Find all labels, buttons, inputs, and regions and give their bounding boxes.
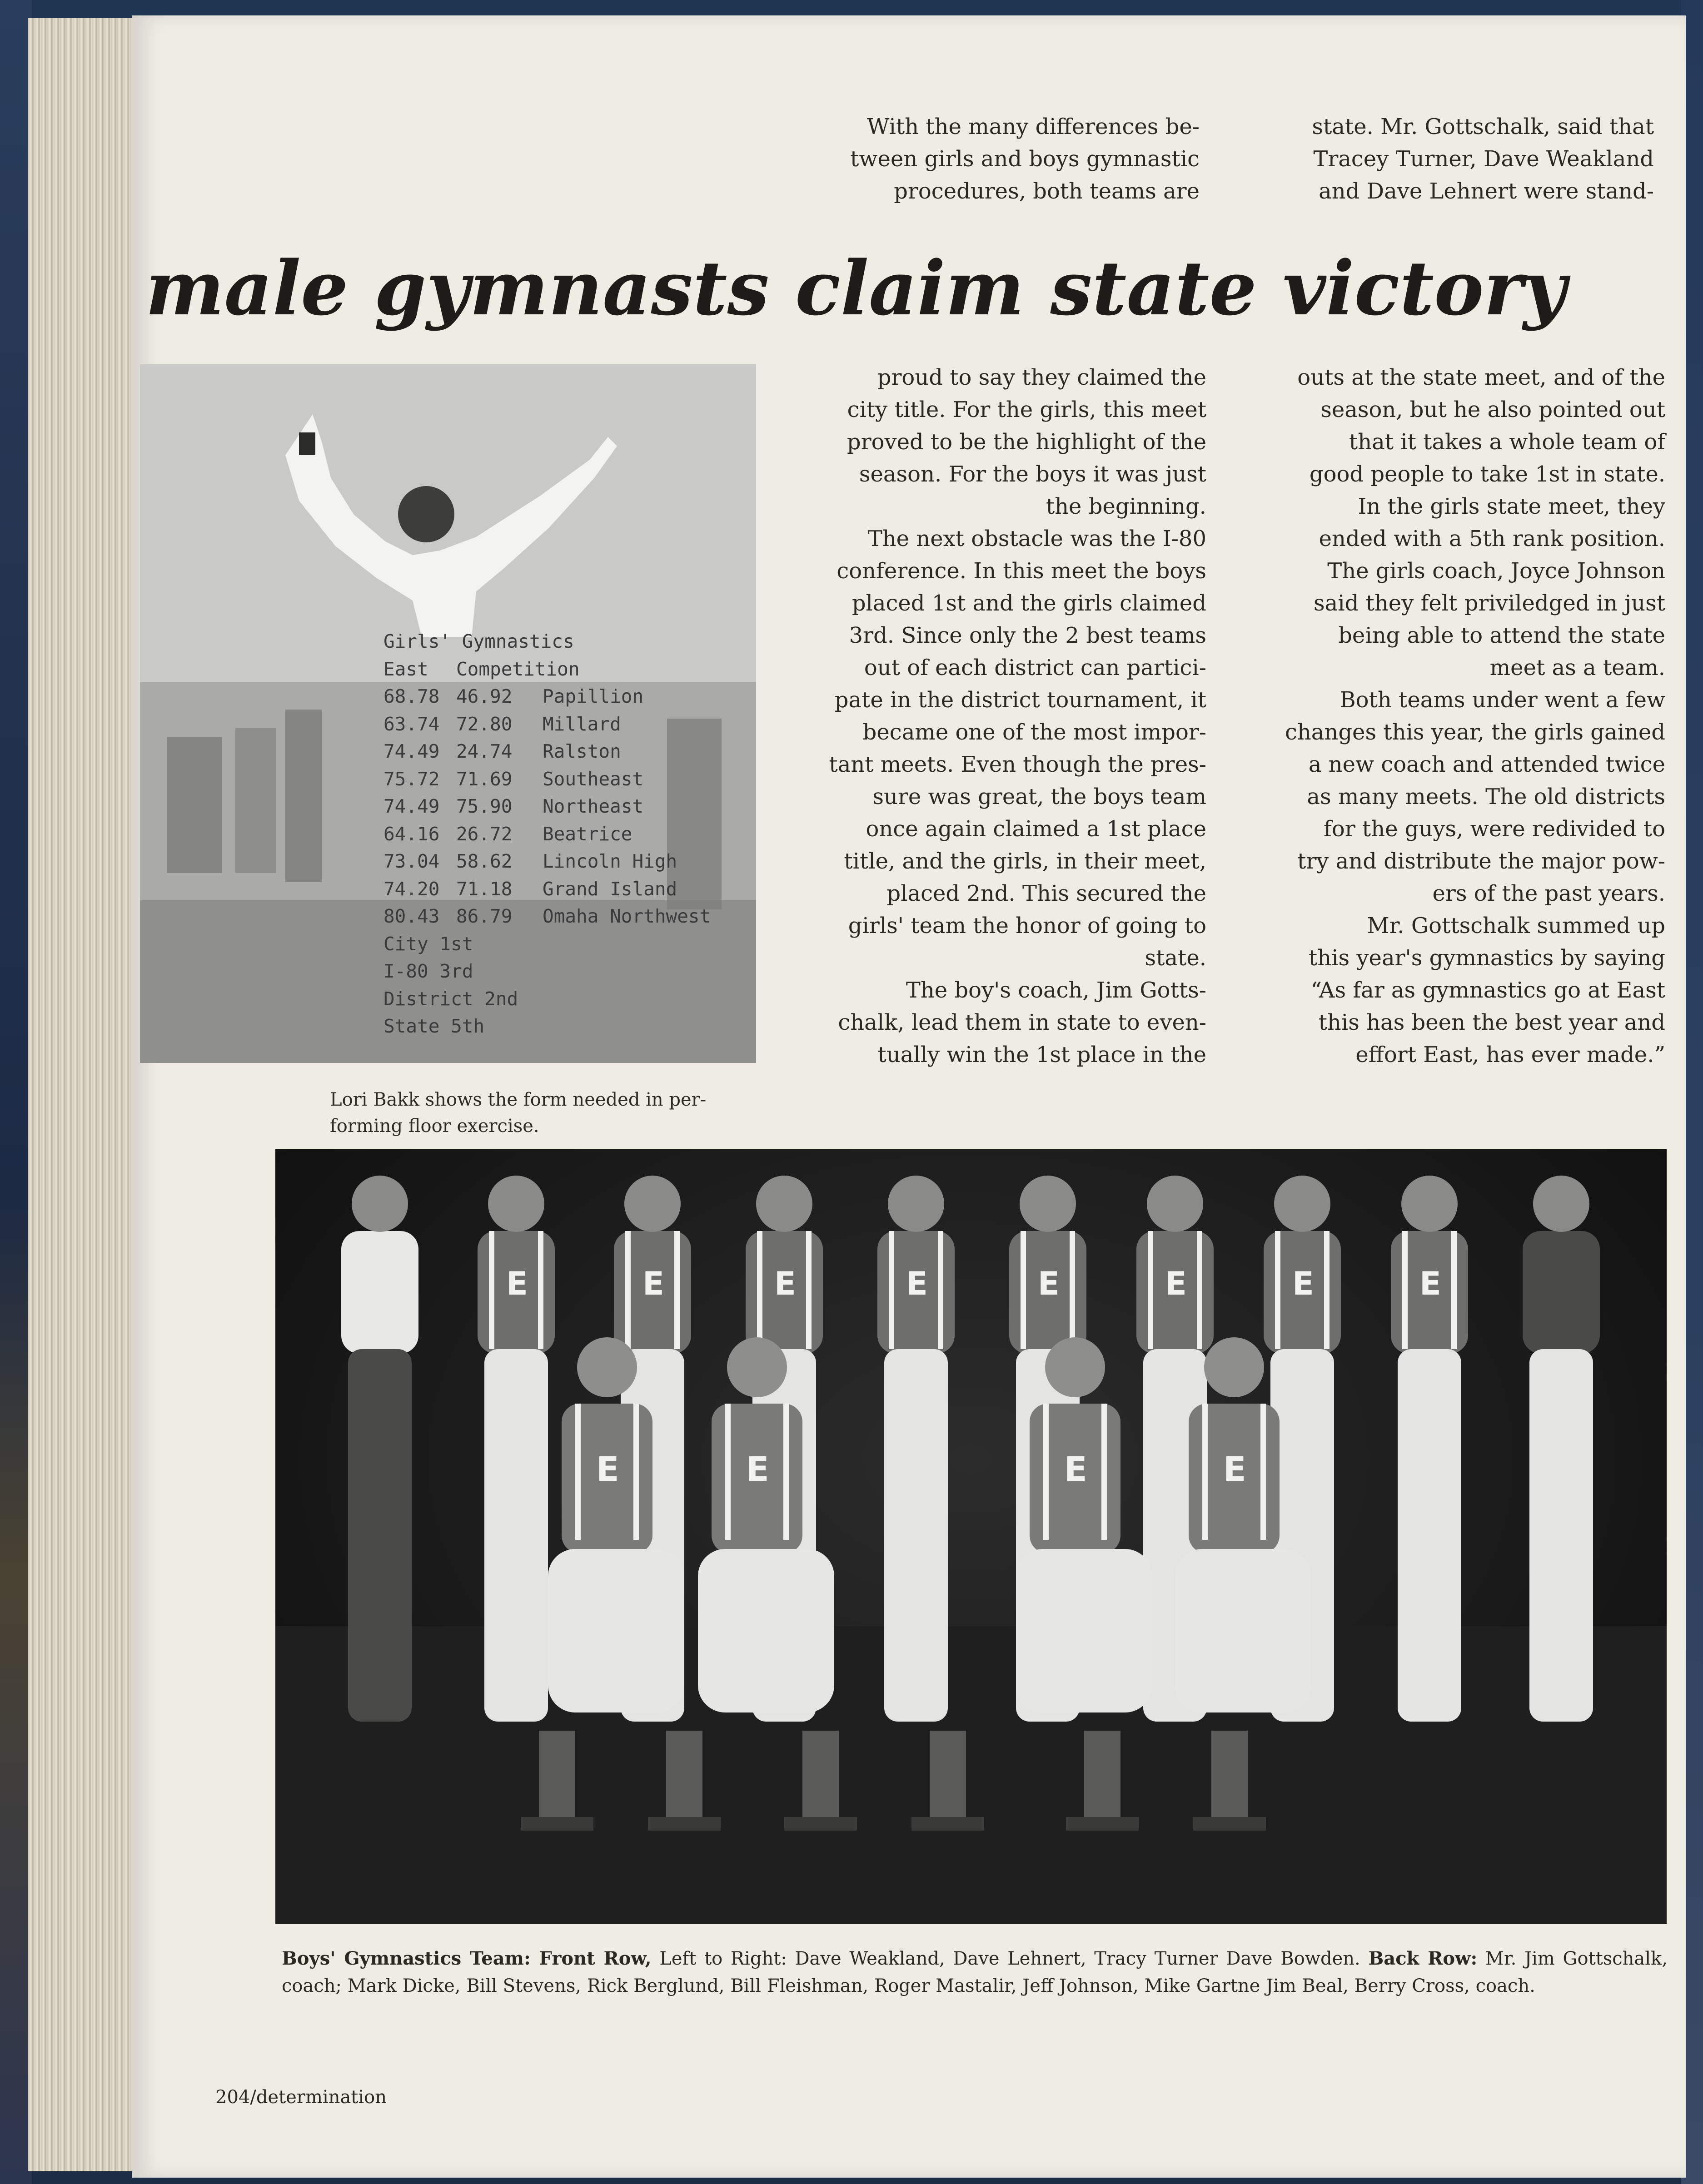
svg-text:E: E [1165,1265,1187,1302]
text-line: changes this year, the girls gained [1285,720,1665,745]
score-opponent: Southeast [543,768,644,790]
text-line: sure was great, the boys team [872,784,1206,809]
score-comp: 24.74 [456,740,513,762]
body-column-2 [1222,362,1665,1071]
svg-text:E: E [1419,1265,1441,1302]
text-line: The next obstacle was the I-80 [867,526,1206,551]
text-line: ended with a 5th rank position. [1319,526,1665,551]
text-line: that it takes a whole team of [1349,429,1665,455]
score-opponent: Millard [543,713,621,735]
photo1-caption: Lori Bakk shows the form needed in per- forming floor exercise. [330,1089,707,1137]
svg-text:E: E [1292,1265,1314,1302]
page-edges [28,18,137,2171]
text-line: outs at the state meet, and of the [1297,365,1665,390]
score-east: 75.72 [383,768,440,790]
scoreboard-title: Girls' Gymnastics [383,630,574,652]
text-line: title, and the girls, in their meet, [844,849,1206,874]
text-line: In the girls state meet, they [1358,494,1665,519]
score-rows [383,683,747,930]
score-row [383,848,747,875]
text-line: state. Mr. Gottschalk, said that [1312,114,1654,139]
text-line: city title. For the girls, this meet [847,397,1206,422]
text-line: good people to take 1st in state. [1309,462,1665,487]
text-line: as many meets. The old districts [1307,784,1665,809]
text-line: season, but he also pointed out [1320,397,1665,422]
svg-text:E: E [746,1450,769,1489]
score-opponent: Omaha Northwest [543,905,711,927]
score-row [383,875,747,903]
text-line: proud to say they claimed the [877,365,1206,390]
placing: District 2nd [383,988,518,1010]
text-line: procedures, both teams are [894,179,1200,204]
boys-gymnastics-team-photo [275,1149,1667,1924]
score-row [383,793,747,820]
score-row [383,710,747,738]
score-comp: 46.92 [456,685,513,707]
text-line: became one of the most impor- [862,720,1206,745]
svg-text:E: E [506,1265,528,1302]
text-line: a new coach and attended twice [1308,752,1665,777]
score-row [383,820,747,848]
score-east: 74.49 [383,740,440,762]
text-line: try and distribute the major pow- [1297,849,1665,874]
text-line: pate in the district tournament, it [834,687,1206,713]
svg-text:E: E [1223,1450,1246,1489]
score-comp: 58.62 [456,850,513,872]
intro-column-1 [754,111,1200,208]
headline: male gymnasts claim state victory [145,244,1567,332]
score-comp: 75.90 [456,795,513,817]
team-photo-caption [282,1945,1668,2000]
text-line: state. [1145,945,1206,971]
text-line: Both teams under went a few [1339,687,1665,713]
back-row-label: Back Row: [1368,1948,1478,1969]
text-line: effort East, has ever made.” [1355,1042,1665,1067]
text-line: being able to attend the state [1338,623,1665,648]
text-line: proved to be the highlight of the [847,429,1206,455]
score-comp: 71.18 [456,878,513,900]
front-row-label: Boys' Gymnastics Team: Front Row, [282,1948,652,1969]
score-opponent: Ralston [543,740,621,762]
text-line: With the many differences be- [867,114,1200,139]
text-line: this year's gymnastics by saying [1308,945,1665,971]
placing: City 1st [383,933,473,955]
score-row [383,738,747,765]
text-line: once again claimed a 1st place [866,816,1206,842]
svg-text:E: E [1064,1450,1087,1489]
body-column-1 [763,362,1206,1071]
score-row [383,903,747,930]
score-row [383,765,747,793]
text-line: tually win the 1st place in the [877,1042,1206,1067]
text-line: tween girls and boys gymnastic [850,146,1200,172]
score-comp: 72.80 [456,713,513,735]
binding-cover-left [0,0,32,2184]
text-line: the beginning. [1046,494,1206,519]
text-line: tant meets. Even though the pres- [829,752,1206,777]
intro-column-2 [1209,111,1654,208]
back-row-names: Mr. Jim Gottschalk, coach; Mark Dicke, Bill Stevens, Rick Berglund, Bill Fleishman, Roger Mastalir, Jeff Johnson, Mike Gartne Jim Beal, Berry Cross, coach. [282,1948,1668,1996]
text-line: said they felt priviledged in just [1314,591,1665,616]
score-opponent: Lincoln High [543,850,677,872]
scoreboard-header [383,655,747,683]
page-folio: 204/determination [215,2087,387,2108]
text-line: ers of the past years. [1432,881,1665,906]
gymnast-floor-exercise-photo [140,364,756,1063]
score-east: 80.43 [383,905,440,927]
text-line: season. For the boys it was just [859,462,1206,487]
score-east: 74.20 [383,878,440,900]
score-opponent: Papillion [543,685,644,707]
text-line: The girls coach, Joyce Johnson [1327,558,1665,584]
text-line: 3rd. Since only the 2 best teams [849,623,1206,648]
text-line: this has been the best year and [1318,1010,1665,1035]
text-line: Mr. Gottschalk summed up [1367,913,1665,938]
score-opponent: Beatrice [543,823,632,845]
score-east: 63.74 [383,713,440,735]
score-opponent: Northeast [543,795,644,817]
text-line: “As far as gymnastics go at East [1310,978,1665,1003]
placing: State 5th [383,1015,485,1037]
score-east: 64.16 [383,823,440,845]
text-line: The boy's coach, Jim Gotts- [906,978,1206,1003]
season-placings [383,930,747,1040]
svg-text:E: E [774,1265,796,1302]
text-line: and Dave Lehnert were stand- [1319,179,1654,204]
text-line: for the guys, were redivided to [1324,816,1665,842]
score-comp: 71.69 [456,768,513,790]
svg-text:E: E [642,1265,664,1302]
text-line: girls' team the honor of going to [848,913,1206,938]
svg-text:E: E [906,1265,928,1302]
text-line: placed 2nd. This secured the [886,881,1206,906]
svg-text:E: E [596,1450,619,1489]
text-line: meet as a team. [1489,655,1665,680]
score-east: 68.78 [383,685,440,707]
score-opponent: Grand Island [543,878,677,900]
text-line: chalk, lead them in state to even- [838,1010,1206,1035]
svg-text:E: E [1038,1265,1060,1302]
text-line: Tracey Turner, Dave Weakland [1313,146,1654,172]
team-photo-figures [275,1149,1667,1924]
score-comp: 26.72 [456,823,513,845]
header-east: East [383,658,428,680]
score-row [383,683,747,710]
score-comp: 86.79 [456,905,513,927]
text-line: placed 1st and the girls claimed [852,591,1206,616]
score-east: 74.49 [383,795,440,817]
header-competition: Competition [456,658,580,680]
placing: I-80 3rd [383,960,473,982]
score-east: 73.04 [383,850,440,872]
girls-gymnastics-scoreboard [383,628,747,1040]
text-line: conference. In this meet the boys [837,558,1206,584]
text-line: out of each district can partici- [864,655,1206,680]
front-row-names: Left to Right: Dave Weakland, Dave Lehnert, Tracy Turner Dave Bowden. [651,1948,1369,1969]
